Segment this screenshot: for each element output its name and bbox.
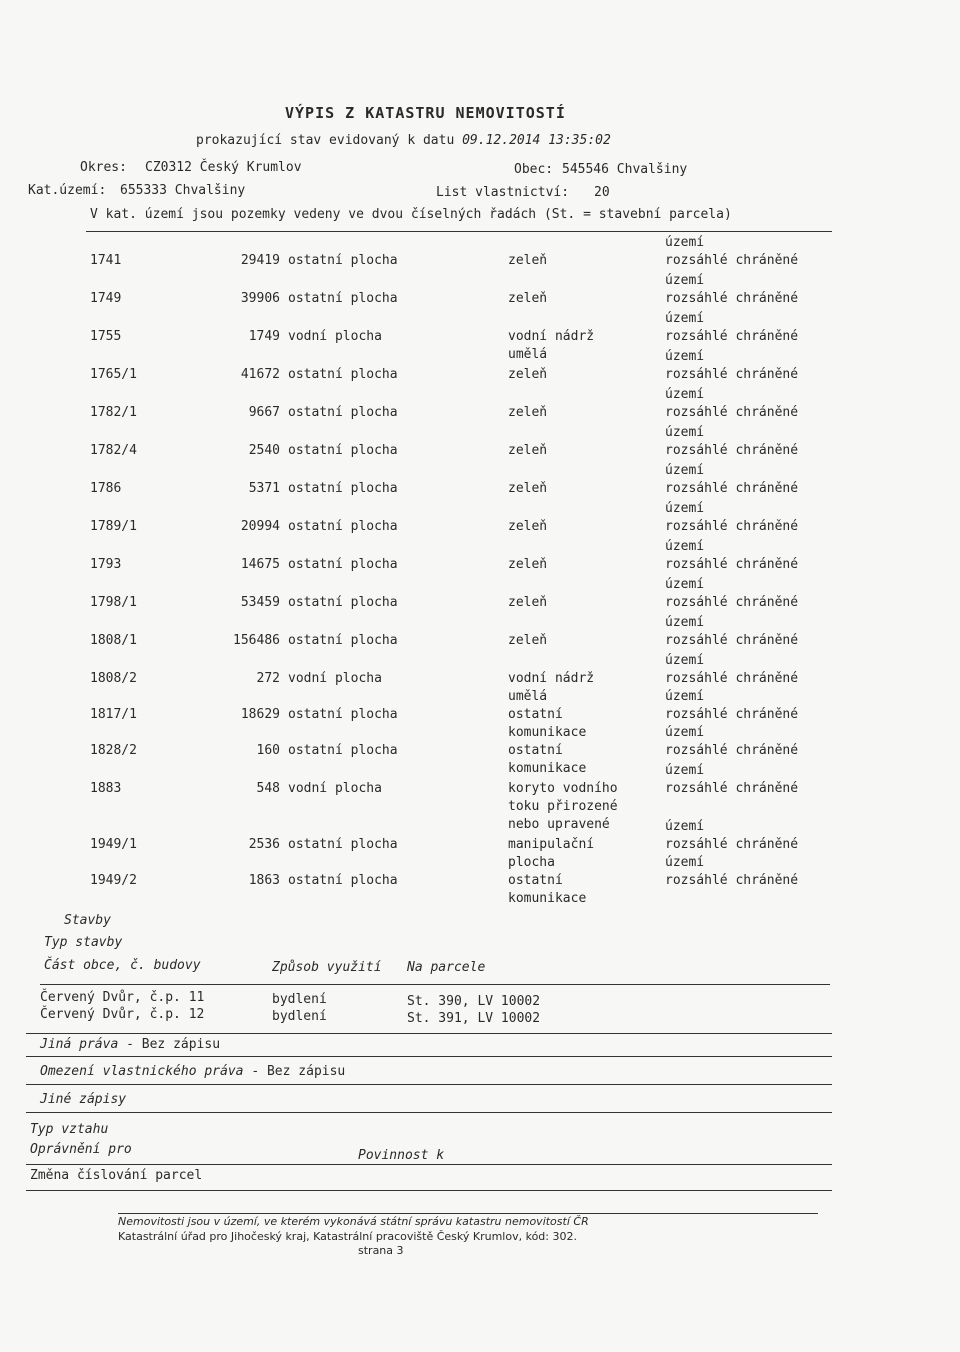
parcel-area: 41672 <box>240 367 280 382</box>
okres-label: Okres: <box>80 160 127 175</box>
parcel-type: ostatní plocha <box>288 291 398 306</box>
section-rule-e-top <box>26 1084 832 1085</box>
jine-zapisy-label: Jiné zápisy <box>40 1092 127 1107</box>
parcel-protection: území rozsáhlé chráněné <box>665 387 799 420</box>
parcel-area: 29419 <box>240 253 280 268</box>
parcel-protection: území rozsáhlé chráněné <box>665 763 799 796</box>
parcel-area: 18629 <box>240 707 280 722</box>
kat-label: Kat.území: <box>28 183 107 198</box>
parcel-type: ostatní plocha <box>288 557 398 572</box>
parcel-area: 9667 <box>248 405 280 420</box>
subtitle-date: 09.12.2014 13:35:02 <box>462 133 611 148</box>
parcel-number: 1808/1 <box>90 633 137 648</box>
parcel-number: 1883 <box>90 781 122 796</box>
parcel-protection: území rozsáhlé chráněné <box>665 855 799 888</box>
parcel-protection: území rozsáhlé chráněné <box>665 577 799 610</box>
parcel-area: 5371 <box>248 481 280 496</box>
parcel-area: 14675 <box>240 557 280 572</box>
parcel-protection: území rozsáhlé chráněné <box>665 273 799 306</box>
series-note: V kat. území jsou pozemky vedeny ve dvou číselných řadách (St. = stavební parcela) <box>90 207 732 222</box>
section-rule-e-bottom <box>26 1112 832 1113</box>
parcel-use: koryto vodního toku přirozené nebo upravené <box>508 781 618 832</box>
parcel-type: vodní plocha <box>288 781 382 796</box>
page-number: strana 3 <box>358 1244 404 1257</box>
parcel-use: vodní nádrž umělá <box>508 671 595 704</box>
parcel-number: 1798/1 <box>90 595 137 610</box>
building-1-zpusob: bydlení <box>272 992 327 1007</box>
section-c1 <box>40 1037 220 1052</box>
jina-prava-value: - Bez zápisu <box>126 1037 221 1052</box>
section-d <box>40 1064 345 1079</box>
header-rule <box>86 231 832 232</box>
parcel-area: 1863 <box>248 873 280 888</box>
section-rule-f-bottom <box>26 1190 832 1191</box>
parcel-type: ostatní plocha <box>288 405 398 420</box>
parcel-use: zeleň <box>508 557 548 572</box>
parcel-protection: území rozsáhlé chráněné <box>665 725 799 758</box>
parcel-type: ostatní plocha <box>288 595 398 610</box>
parcel-type: vodní plocha <box>288 671 382 686</box>
parcel-area: 39906 <box>240 291 280 306</box>
footer-rule <box>118 1213 818 1214</box>
parcel-protection: území rozsáhlé chráněné <box>665 819 799 852</box>
col-na-parcele: Na parcele <box>407 960 486 975</box>
parcel-type: ostatní plocha <box>288 707 398 722</box>
parcel-use: zeleň <box>508 291 548 306</box>
parcel-protection: území rozsáhlé chráněné <box>665 653 799 686</box>
parcel-number: 1786 <box>90 481 122 496</box>
parcel-protection: území rozsáhlé chráněné <box>665 425 799 458</box>
building-1-parcela: St. 390, LV 10002 <box>407 994 541 1009</box>
zmena-cislovani-label: Změna číslování parcel <box>30 1168 203 1183</box>
lv-label: List vlastnictví: <box>436 185 570 200</box>
obec-value: 545546 Chvalšiny <box>562 162 688 177</box>
omezeni-label: Omezení vlastnického práva <box>40 1064 244 1079</box>
parcel-area: 156486 <box>233 633 280 648</box>
parcel-use: manipulační plocha <box>508 837 595 870</box>
omezeni-value: - Bez zápisu <box>251 1064 346 1079</box>
typ-vztahu-label: Typ vztahu <box>30 1122 109 1137</box>
parcel-number: 1765/1 <box>90 367 137 382</box>
parcel-use: zeleň <box>508 405 548 420</box>
parcel-protection: území rozsáhlé chráněné <box>665 539 799 572</box>
parcel-number: 1949/2 <box>90 873 137 888</box>
parcel-area: 2540 <box>248 443 280 458</box>
parcel-protection: území rozsáhlé chráněné <box>665 349 799 382</box>
parcel-use: zeleň <box>508 367 548 382</box>
parcel-use: vodní nádrž umělá <box>508 329 595 362</box>
parcel-number: 1949/1 <box>90 837 137 852</box>
parcel-type: ostatní plocha <box>288 443 398 458</box>
parcel-number: 1741 <box>90 253 122 268</box>
parcel-type: ostatní plocha <box>288 873 398 888</box>
parcel-area: 272 <box>256 671 280 686</box>
section-rule-f-top <box>26 1164 832 1165</box>
parcel-area: 2536 <box>248 837 280 852</box>
parcel-number: 1789/1 <box>90 519 137 534</box>
jina-prava-label: Jiná práva <box>40 1037 119 1052</box>
parcel-type: ostatní plocha <box>288 253 398 268</box>
parcel-type: ostatní plocha <box>288 743 398 758</box>
parcel-type: ostatní plocha <box>288 633 398 648</box>
parcel-use: ostatní komunikace <box>508 707 587 740</box>
parcel-area: 20994 <box>240 519 280 534</box>
parcel-use: zeleň <box>508 633 548 648</box>
kat-value: 655333 Chvalšiny <box>120 183 246 198</box>
parcel-type: ostatní plocha <box>288 367 398 382</box>
building-2-cast: Červený Dvůr, č.p. 12 <box>40 1007 205 1022</box>
parcel-protection: území rozsáhlé chráněné <box>665 501 799 534</box>
building-2-zpusob: bydlení <box>272 1009 327 1024</box>
parcel-number: 1749 <box>90 291 122 306</box>
parcel-type: ostatní plocha <box>288 837 398 852</box>
col-zpusob-vyuziti: Způsob využití <box>272 960 382 975</box>
buildings-rule <box>40 984 830 985</box>
obec-label: Obec: <box>514 162 554 177</box>
parcel-protection: území rozsáhlé chráněné <box>665 311 799 344</box>
parcel-use: ostatní komunikace <box>508 873 587 906</box>
subtitle-prefix: prokazující stav evidovaný k datu <box>196 133 455 148</box>
parcel-protection: území rozsáhlé chráněné <box>665 463 799 496</box>
parcel-area: 53459 <box>240 595 280 610</box>
typ-stavby-label: Typ stavby <box>44 935 123 950</box>
parcel-protection: území rozsáhlé chráněné <box>665 689 799 722</box>
lv-value: 20 <box>594 185 610 200</box>
parcel-protection: území rozsáhlé chráněné <box>665 615 799 648</box>
parcel-use: zeleň <box>508 519 548 534</box>
stavby-label: Stavby <box>64 913 111 928</box>
section-rule-d-top <box>26 1056 832 1057</box>
parcel-protection: území rozsáhlé chráněné <box>665 235 799 268</box>
parcel-number: 1793 <box>90 557 122 572</box>
okres-value: CZ0312 Český Krumlov <box>145 160 302 175</box>
parcel-type: ostatní plocha <box>288 481 398 496</box>
parcel-area: 548 <box>256 781 280 796</box>
parcel-use: zeleň <box>508 595 548 610</box>
parcel-number: 1782/4 <box>90 443 137 458</box>
parcel-use: zeleň <box>508 481 548 496</box>
parcel-number: 1817/1 <box>90 707 137 722</box>
col-cast-obce: Část obce, č. budovy <box>44 958 201 973</box>
opravneni-pro-label: Oprávnění pro <box>30 1142 132 1157</box>
footer-line-2: Katastrální úřad pro Jihočeský kraj, Katastrální pracoviště Český Krumlov, kód: 302. <box>118 1230 577 1243</box>
parcel-use: zeleň <box>508 443 548 458</box>
povinnost-k-label: Povinnost k <box>358 1148 445 1163</box>
parcel-area: 1749 <box>248 329 280 344</box>
parcel-number: 1755 <box>90 329 122 344</box>
parcel-number: 1808/2 <box>90 671 137 686</box>
parcel-use: zeleň <box>508 253 548 268</box>
section-rule-c1-top <box>26 1033 832 1034</box>
parcel-area: 160 <box>256 743 280 758</box>
parcel-number: 1828/2 <box>90 743 137 758</box>
building-2-parcela: St. 391, LV 10002 <box>407 1011 541 1026</box>
parcel-type: ostatní plocha <box>288 519 398 534</box>
parcel-number: 1782/1 <box>90 405 137 420</box>
building-1-cast: Červený Dvůr, č.p. 11 <box>40 990 205 1005</box>
parcel-use: ostatní komunikace <box>508 743 587 776</box>
document-title: VÝPIS Z KATASTRU NEMOVITOSTÍ <box>285 104 566 122</box>
subtitle <box>196 133 611 148</box>
parcel-type: vodní plocha <box>288 329 382 344</box>
footer-line-1: Nemovitosti jsou v území, ve kterém vykonává státní správu katastru nemovitostí ČR <box>118 1215 589 1228</box>
